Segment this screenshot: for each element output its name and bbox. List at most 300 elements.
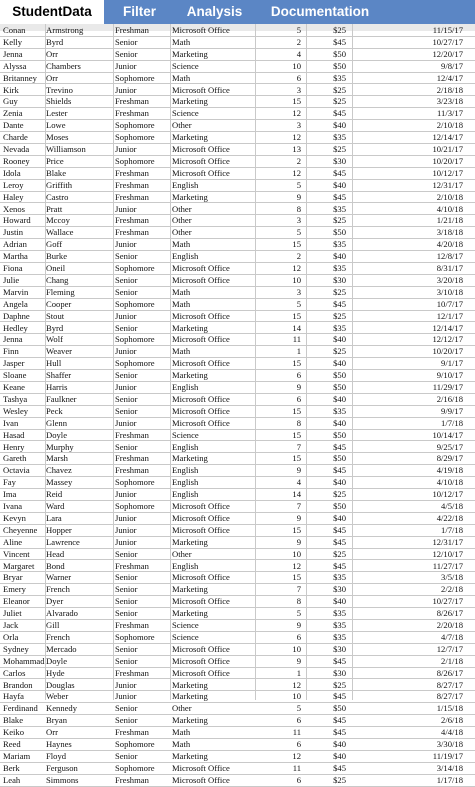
cell-first-name[interactable]: Leah [3, 774, 21, 785]
cell-course[interactable]: Marketing [172, 370, 208, 381]
cell-first-name[interactable]: Adrian [3, 239, 27, 250]
cell-quantity[interactable]: 6 [296, 393, 301, 404]
cell-course[interactable]: Math [172, 298, 191, 309]
cell-first-name[interactable]: Tashya [3, 393, 28, 404]
cell-last-name[interactable]: French [46, 584, 70, 595]
cell-course[interactable]: Math [172, 346, 191, 357]
cell-quantity[interactable]: 10 [292, 548, 301, 559]
cell-quantity[interactable]: 15 [292, 572, 301, 583]
cell-class-level[interactable]: Junior [115, 417, 137, 428]
cell-course[interactable]: Math [172, 727, 191, 738]
cell-course[interactable]: Math [172, 239, 191, 250]
cell-first-name[interactable]: Berk [3, 762, 20, 773]
cell-class-level[interactable]: Sophomore [115, 132, 155, 143]
cell-price[interactable]: $30 [333, 667, 346, 678]
cell-quantity[interactable]: 9 [296, 382, 301, 392]
cell-first-name[interactable]: Eleanor [3, 596, 30, 607]
cell-date[interactable]: 3/5/18 [441, 572, 463, 583]
cell-course[interactable]: Marketing [172, 96, 208, 107]
cell-first-name[interactable]: Kevyn [3, 512, 26, 523]
cell-last-name[interactable]: Wolf [46, 334, 63, 345]
cell-first-name[interactable]: Mariam [3, 750, 31, 761]
cell-date[interactable]: 12/7/17 [436, 643, 463, 654]
cell-price[interactable]: $40 [333, 393, 346, 404]
cell-last-name[interactable]: Kennedy [46, 703, 78, 714]
cell-date[interactable]: 11/27/17 [432, 560, 463, 571]
cell-last-name[interactable]: Burke [46, 251, 68, 262]
cell-class-level[interactable]: Freshman [115, 179, 149, 190]
cell-last-name[interactable]: Byrd [46, 36, 64, 47]
cell-quantity[interactable]: 12 [292, 132, 301, 143]
cell-last-name[interactable]: Hyde [46, 667, 65, 678]
cell-date[interactable]: 12/4/17 [436, 72, 463, 83]
cell-price[interactable]: $35 [333, 263, 346, 273]
cell-quantity[interactable]: 4 [296, 48, 301, 59]
cell-last-name[interactable]: Floyd [46, 750, 67, 761]
cell-class-level[interactable]: Freshman [115, 465, 149, 476]
cell-first-name[interactable]: Dante [3, 120, 24, 131]
cell-course[interactable]: Microsoft Office [172, 263, 230, 273]
cell-price[interactable]: $25 [333, 96, 346, 107]
cell-course[interactable]: English [172, 560, 199, 571]
cell-first-name[interactable]: Kirk [3, 84, 19, 95]
cell-course[interactable]: Microsoft Office [172, 667, 230, 678]
cell-quantity[interactable]: 14 [292, 489, 301, 500]
cell-quantity[interactable]: 8 [296, 203, 301, 214]
cell-price[interactable]: $30 [333, 584, 346, 595]
cell-first-name[interactable]: Reed [3, 739, 21, 749]
cell-class-level[interactable]: Senior [115, 393, 138, 404]
cell-last-name[interactable]: Hopper [46, 524, 72, 535]
cell-first-name[interactable]: Julie [3, 274, 20, 285]
cell-quantity[interactable]: 1 [296, 346, 301, 357]
cell-price[interactable]: $50 [333, 48, 346, 59]
cell-date[interactable]: 4/5/18 [441, 501, 463, 511]
cell-date[interactable]: 9/1/17 [441, 358, 463, 369]
cell-first-name[interactable]: Hedley [3, 322, 28, 333]
cell-price[interactable]: $45 [333, 167, 346, 178]
cell-last-name[interactable]: Mccoy [46, 215, 70, 226]
cell-price[interactable]: $25 [333, 84, 346, 95]
cell-quantity[interactable]: 9 [296, 655, 301, 666]
cell-class-level[interactable]: Sophomore [115, 72, 155, 83]
cell-price[interactable]: $40 [333, 334, 346, 345]
cell-class-level[interactable]: Senior [115, 715, 138, 726]
cell-first-name[interactable]: Martha [3, 251, 28, 262]
cell-last-name[interactable]: Lowe [46, 120, 66, 131]
cell-last-name[interactable]: Head [46, 548, 65, 559]
cell-quantity[interactable]: 9 [296, 191, 301, 202]
cell-class-level[interactable]: Freshman [115, 25, 149, 35]
cell-class-level[interactable]: Junior [115, 536, 137, 547]
cell-class-level[interactable]: Freshman [115, 560, 149, 571]
cell-price[interactable]: $50 [333, 382, 346, 392]
cell-price[interactable]: $35 [333, 405, 346, 416]
cell-course[interactable]: Marketing [172, 584, 208, 595]
cell-quantity[interactable]: 5 [296, 608, 301, 619]
cell-price[interactable]: $40 [333, 251, 346, 262]
cell-date[interactable]: 10/12/17 [432, 167, 463, 178]
cell-price[interactable]: $35 [333, 608, 346, 619]
cell-course[interactable]: Marketing [172, 322, 208, 333]
cell-last-name[interactable]: Murphy [46, 441, 74, 452]
cell-first-name[interactable]: Daphne [3, 310, 30, 321]
cell-date[interactable]: 2/20/18 [436, 620, 463, 630]
cell-first-name[interactable]: Henry [3, 441, 25, 452]
cell-course[interactable]: Science [172, 60, 199, 71]
cell-course[interactable]: Microsoft Office [172, 405, 230, 416]
cell-first-name[interactable]: Kelly [3, 36, 23, 47]
cell-price[interactable]: $45 [333, 536, 346, 547]
cell-last-name[interactable]: Lawrence [46, 536, 80, 547]
cell-quantity[interactable]: 9 [296, 465, 301, 476]
cell-last-name[interactable]: Oneil [46, 263, 66, 273]
cell-first-name[interactable]: Charde [3, 132, 28, 143]
cell-last-name[interactable]: Armstrong [46, 25, 84, 35]
cell-course[interactable]: Microsoft Office [172, 643, 230, 654]
cell-price[interactable]: $35 [333, 72, 346, 83]
cell-class-level[interactable]: Senior [115, 750, 138, 761]
cell-course[interactable]: Marketing [172, 536, 208, 547]
cell-class-level[interactable]: Senior [115, 572, 138, 583]
cell-last-name[interactable]: Ward [46, 501, 65, 511]
cell-course[interactable]: Microsoft Office [172, 655, 230, 666]
cell-last-name[interactable]: Mercado [46, 643, 77, 654]
cell-course[interactable]: Marketing [172, 691, 208, 702]
cell-date[interactable]: 10/21/17 [432, 144, 463, 154]
cell-price[interactable]: $40 [333, 358, 346, 369]
cell-price[interactable]: $35 [333, 203, 346, 214]
cell-class-level[interactable]: Freshman [115, 167, 149, 178]
cell-class-level[interactable]: Senior [115, 36, 138, 47]
tab-studentdata[interactable]: StudentData [0, 0, 104, 24]
cell-quantity[interactable]: 6 [296, 715, 301, 726]
cell-quantity[interactable]: 7 [296, 501, 301, 511]
cell-date[interactable]: 3/23/18 [436, 96, 463, 107]
cell-class-level[interactable]: Junior [115, 310, 137, 321]
cell-course[interactable]: Marketing [172, 715, 208, 726]
cell-course[interactable]: Math [172, 739, 191, 749]
cell-last-name[interactable]: Griffith [46, 179, 73, 190]
cell-first-name[interactable]: Haley [3, 191, 24, 202]
cell-price[interactable]: $50 [333, 429, 346, 440]
cell-date[interactable]: 12/1/17 [436, 310, 463, 321]
cell-first-name[interactable]: Conan [3, 25, 26, 35]
cell-last-name[interactable]: Trevino [46, 84, 73, 95]
cell-last-name[interactable]: Warner [46, 572, 72, 583]
cell-last-name[interactable]: Shaffer [46, 370, 72, 381]
cell-class-level[interactable]: Senior [115, 286, 138, 297]
cell-date[interactable]: 4/10/18 [436, 477, 463, 488]
cell-date[interactable]: 10/20/17 [432, 155, 463, 166]
cell-first-name[interactable]: Justin [3, 227, 24, 238]
cell-price[interactable]: $35 [333, 132, 346, 143]
cell-price[interactable]: $25 [333, 144, 346, 154]
cell-class-level[interactable]: Freshman [115, 227, 149, 238]
cell-price[interactable]: $25 [333, 679, 346, 690]
cell-class-level[interactable]: Sophomore [115, 501, 155, 511]
cell-price[interactable]: $40 [333, 120, 346, 131]
cell-date[interactable]: 10/7/17 [436, 298, 463, 309]
cell-last-name[interactable]: Blake [46, 167, 67, 178]
cell-course[interactable]: Microsoft Office [172, 84, 230, 95]
cell-first-name[interactable]: Margaret [3, 560, 35, 571]
cell-course[interactable]: Marketing [172, 750, 208, 761]
cell-last-name[interactable]: Lester [46, 108, 68, 119]
cell-date[interactable]: 9/9/17 [441, 405, 463, 416]
cell-date[interactable]: 4/4/18 [441, 727, 463, 738]
cell-course[interactable]: Microsoft Office [172, 512, 230, 523]
cell-quantity[interactable]: 4 [296, 477, 301, 488]
cell-first-name[interactable]: Fay [3, 477, 16, 488]
cell-quantity[interactable]: 12 [292, 679, 301, 690]
cell-course[interactable]: Science [172, 429, 199, 440]
cell-date[interactable]: 4/20/18 [436, 239, 463, 250]
cell-class-level[interactable]: Senior [115, 596, 138, 607]
cell-first-name[interactable]: Vincent [3, 548, 30, 559]
cell-first-name[interactable]: Guy [3, 96, 18, 107]
cell-price[interactable]: $45 [333, 108, 346, 119]
cell-last-name[interactable]: French [46, 631, 70, 642]
cell-price[interactable]: $50 [333, 370, 346, 381]
cell-date[interactable]: 8/27/17 [436, 679, 463, 690]
cell-date[interactable]: 2/16/18 [436, 393, 463, 404]
cell-course[interactable]: Math [172, 72, 191, 83]
cell-price[interactable]: $35 [333, 239, 346, 250]
cell-first-name[interactable]: Fiona [3, 263, 23, 273]
cell-price[interactable]: $50 [333, 453, 346, 464]
cell-date[interactable]: 4/19/18 [436, 465, 463, 476]
cell-quantity[interactable]: 6 [296, 631, 301, 642]
cell-quantity[interactable]: 6 [296, 739, 301, 749]
cell-course[interactable]: Marketing [172, 191, 208, 202]
cell-quantity[interactable]: 5 [296, 298, 301, 309]
cell-price[interactable]: $35 [333, 322, 346, 333]
cell-quantity[interactable]: 6 [296, 370, 301, 381]
cell-last-name[interactable]: Shields [46, 96, 72, 107]
cell-first-name[interactable]: Xenos [3, 203, 25, 214]
cell-date[interactable]: 10/12/17 [432, 489, 463, 500]
cell-date[interactable]: 12/14/17 [432, 132, 463, 143]
cell-last-name[interactable]: Dyer [46, 596, 64, 607]
cell-last-name[interactable]: Bond [46, 560, 65, 571]
cell-course[interactable]: Other [172, 203, 192, 214]
cell-last-name[interactable]: Bryan [46, 715, 68, 726]
cell-quantity[interactable]: 3 [296, 286, 301, 297]
cell-price[interactable]: $45 [333, 36, 346, 47]
cell-first-name[interactable]: Cheyenne [3, 524, 38, 535]
cell-last-name[interactable]: Castro [46, 191, 69, 202]
cell-last-name[interactable]: Chang [46, 274, 69, 285]
cell-price[interactable]: $25 [333, 346, 346, 357]
cell-quantity[interactable]: 6 [296, 774, 301, 785]
cell-date[interactable]: 12/14/17 [432, 322, 463, 333]
cell-price[interactable]: $45 [333, 691, 346, 702]
cell-date[interactable]: 11/19/17 [432, 750, 463, 761]
cell-first-name[interactable]: Hayfa [3, 691, 24, 702]
cell-class-level[interactable]: Senior [115, 655, 138, 666]
cell-last-name[interactable]: Byrd [46, 322, 64, 333]
cell-quantity[interactable]: 5 [296, 179, 301, 190]
cell-last-name[interactable]: Stout [46, 310, 65, 321]
cell-date[interactable]: 3/14/18 [436, 762, 463, 773]
cell-last-name[interactable]: Marsh [46, 453, 68, 464]
cell-last-name[interactable]: Faulkner [46, 393, 77, 404]
cell-date[interactable]: 1/15/18 [436, 703, 463, 714]
cell-price[interactable]: $45 [333, 727, 346, 738]
cell-quantity[interactable]: 5 [296, 703, 301, 714]
cell-class-level[interactable]: Sophomore [115, 298, 155, 309]
cell-first-name[interactable]: Jenna [3, 48, 23, 59]
cell-first-name[interactable]: Keiko [3, 727, 25, 738]
cell-course[interactable]: Other [172, 215, 192, 226]
cell-course[interactable]: Microsoft Office [172, 393, 230, 404]
cell-date[interactable]: 4/10/18 [436, 203, 463, 214]
cell-price[interactable]: $50 [333, 60, 346, 71]
cell-price[interactable]: $25 [333, 774, 346, 785]
cell-course[interactable]: Other [172, 120, 192, 131]
cell-date[interactable]: 8/31/17 [436, 263, 463, 273]
cell-price[interactable]: $40 [333, 750, 346, 761]
cell-date[interactable]: 1/21/18 [436, 215, 463, 226]
cell-class-level[interactable]: Freshman [115, 191, 149, 202]
cell-course[interactable]: Microsoft Office [172, 25, 230, 35]
cell-price[interactable]: $35 [333, 620, 346, 630]
cell-date[interactable]: 10/20/17 [432, 346, 463, 357]
cell-last-name[interactable]: Price [46, 155, 64, 166]
cell-course[interactable]: English [172, 251, 199, 262]
cell-quantity[interactable]: 10 [292, 60, 301, 71]
cell-date[interactable]: 1/17/18 [436, 774, 463, 785]
cell-class-level[interactable]: Freshman [115, 453, 149, 464]
cell-date[interactable]: 11/29/17 [432, 382, 463, 392]
cell-quantity[interactable]: 11 [292, 727, 301, 738]
cell-quantity[interactable]: 11 [292, 334, 301, 345]
cell-class-level[interactable]: Sophomore [115, 762, 155, 773]
cell-date[interactable]: 2/1/18 [441, 655, 463, 666]
cell-class-level[interactable]: Senior [115, 48, 138, 59]
cell-date[interactable]: 9/10/17 [436, 370, 463, 381]
cell-class-level[interactable]: Junior [115, 60, 137, 71]
cell-quantity[interactable]: 15 [292, 405, 301, 416]
cell-course[interactable]: Microsoft Office [172, 274, 230, 285]
cell-last-name[interactable]: Ferguson [46, 762, 78, 773]
cell-class-level[interactable]: Freshman [115, 108, 149, 119]
tab-analysis[interactable]: Analysis [186, 4, 243, 19]
cell-last-name[interactable]: Orr [46, 72, 58, 83]
cell-last-name[interactable]: Weber [46, 691, 69, 702]
cell-quantity[interactable]: 6 [296, 72, 301, 83]
cell-quantity[interactable]: 15 [292, 524, 301, 535]
cell-class-level[interactable]: Junior [115, 84, 137, 95]
cell-quantity[interactable]: 12 [292, 263, 301, 273]
cell-price[interactable]: $35 [333, 572, 346, 583]
cell-date[interactable]: 11/3/17 [437, 108, 463, 119]
cell-date[interactable]: 3/10/18 [436, 286, 463, 297]
cell-class-level[interactable]: Sophomore [115, 739, 155, 749]
cell-date[interactable]: 2/10/18 [436, 191, 463, 202]
cell-date[interactable]: 1/7/18 [441, 417, 463, 428]
cell-date[interactable]: 3/20/18 [436, 274, 463, 285]
cell-quantity[interactable]: 15 [292, 453, 301, 464]
cell-quantity[interactable]: 2 [296, 251, 301, 262]
cell-date[interactable]: 9/25/17 [436, 441, 463, 452]
cell-course[interactable]: English [172, 441, 199, 452]
cell-quantity[interactable]: 7 [296, 584, 301, 595]
cell-course[interactable]: Marketing [172, 132, 208, 143]
cell-class-level[interactable]: Junior [115, 239, 137, 250]
cell-date[interactable]: 12/20/17 [432, 48, 463, 59]
cell-course[interactable]: Microsoft Office [172, 596, 230, 607]
cell-price[interactable]: $30 [333, 643, 346, 654]
cell-course[interactable]: Other [172, 548, 192, 559]
cell-last-name[interactable]: Harris [46, 382, 68, 392]
cell-first-name[interactable]: Nevada [3, 144, 30, 154]
cell-class-level[interactable]: Sophomore [115, 120, 155, 131]
cell-date[interactable]: 12/12/17 [432, 334, 463, 345]
cell-course[interactable]: Science [172, 620, 199, 630]
cell-first-name[interactable]: Angela [3, 298, 28, 309]
cell-first-name[interactable]: Ima [3, 489, 17, 500]
cell-course[interactable]: Marketing [172, 679, 208, 690]
cell-quantity[interactable]: 15 [292, 358, 301, 369]
cell-course[interactable]: English [172, 489, 199, 500]
cell-first-name[interactable]: Ferdinand [3, 703, 38, 714]
cell-course[interactable]: Microsoft Office [172, 762, 230, 773]
cell-quantity[interactable]: 12 [292, 560, 301, 571]
cell-last-name[interactable]: Chambers [46, 60, 81, 71]
cell-course[interactable]: Other [172, 227, 192, 238]
cell-first-name[interactable]: Jenna [3, 334, 23, 345]
cell-quantity[interactable]: 9 [296, 620, 301, 630]
cell-date[interactable]: 3/18/18 [436, 227, 463, 238]
cell-first-name[interactable]: Orla [3, 631, 19, 642]
cell-last-name[interactable]: Alvarado [46, 608, 78, 619]
tab-filter[interactable]: Filter [122, 4, 156, 19]
cell-last-name[interactable]: Douglas [46, 679, 75, 690]
cell-class-level[interactable]: Senior [115, 584, 138, 595]
cell-date[interactable]: 2/18/18 [436, 84, 463, 95]
cell-quantity[interactable]: 15 [292, 310, 301, 321]
cell-price[interactable]: $40 [333, 739, 346, 749]
cell-course[interactable]: Science [172, 631, 199, 642]
cell-first-name[interactable]: Idola [3, 167, 21, 178]
cell-first-name[interactable]: Sydney [3, 643, 29, 654]
cell-price[interactable]: $40 [333, 417, 346, 428]
cell-first-name[interactable]: Howard [3, 215, 31, 226]
cell-quantity[interactable]: 5 [296, 25, 301, 35]
cell-price[interactable]: $30 [333, 155, 346, 166]
cell-class-level[interactable]: Senior [115, 274, 138, 285]
cell-course[interactable]: Math [172, 286, 191, 297]
cell-price[interactable]: $35 [333, 631, 346, 642]
cell-first-name[interactable]: Alyssa [3, 60, 27, 71]
cell-last-name[interactable]: Peck [46, 405, 63, 416]
cell-class-level[interactable]: Sophomore [115, 263, 155, 273]
cell-quantity[interactable]: 7 [296, 441, 301, 452]
cell-quantity[interactable]: 12 [292, 750, 301, 761]
cell-course[interactable]: Marketing [172, 608, 208, 619]
cell-class-level[interactable]: Senior [115, 703, 138, 714]
cell-price[interactable]: $45 [333, 465, 346, 476]
cell-last-name[interactable]: Orr [46, 727, 58, 738]
cell-date[interactable]: 12/31/17 [432, 179, 463, 190]
cell-course[interactable]: Science [172, 108, 199, 119]
cell-quantity[interactable]: 15 [292, 96, 301, 107]
cell-price[interactable]: $45 [333, 560, 346, 571]
cell-quantity[interactable]: 10 [292, 691, 301, 702]
cell-class-level[interactable]: Freshman [115, 215, 149, 226]
